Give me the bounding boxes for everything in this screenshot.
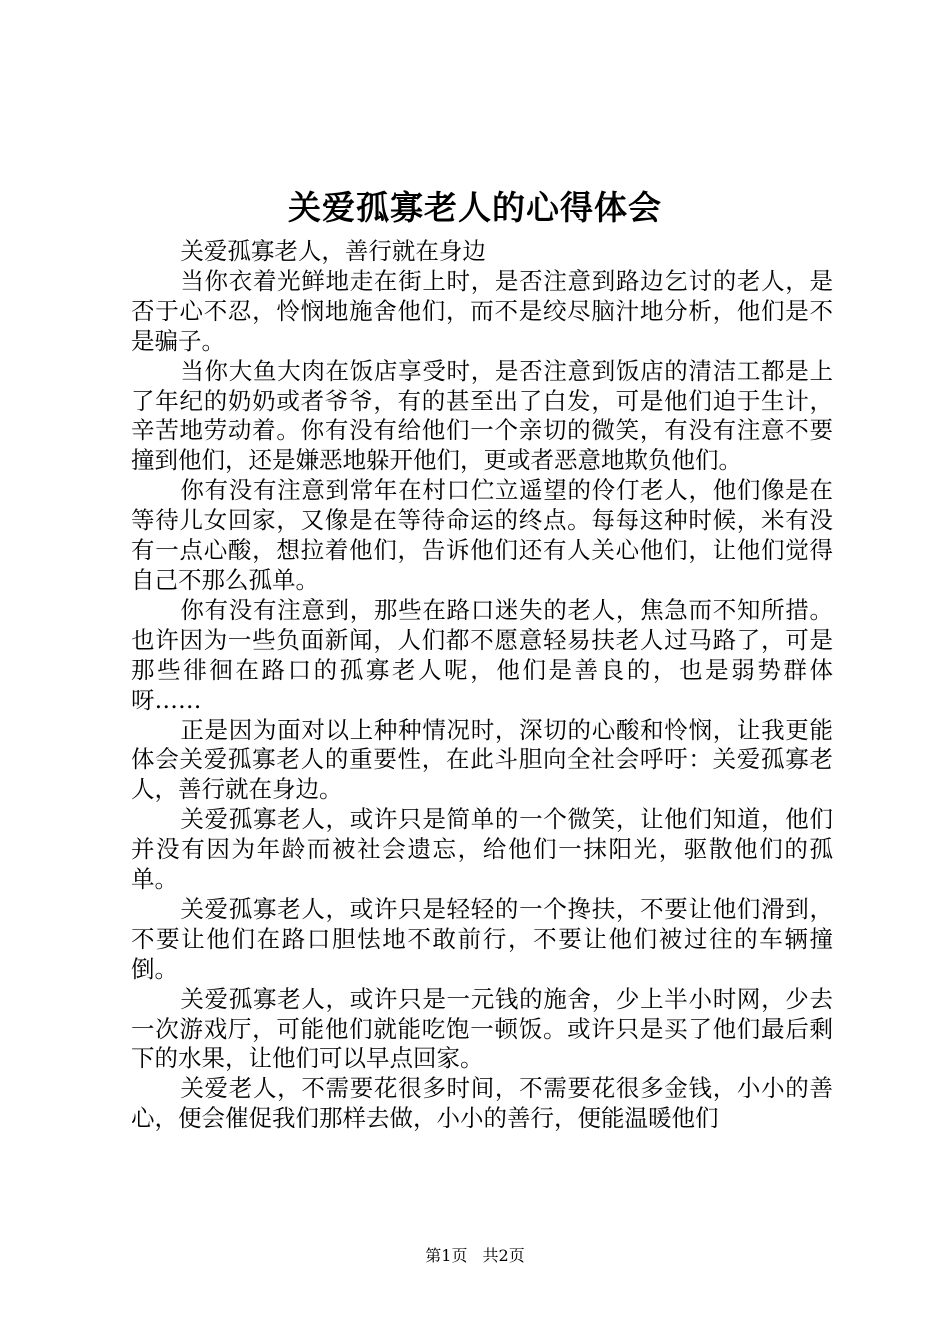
paragraph: 关爱孤寡老人，或许只是简单的一个微笑，让他们知道，他们并没有因为年龄而被社会遗忘，给他们一抹阳光，驱散他们的孤单。	[131, 805, 833, 894]
page-number-total: 共2页	[482, 1246, 525, 1265]
document-title: 关爱孤寡老人的心得体会	[288, 188, 662, 227]
paragraph: 关爱孤寡老人，善行就在身边	[180, 237, 486, 265]
paragraph: 关爱孤寡老人，或许只是轻轻的一个搀扶，不要让他们滑到，不要让他们在路口胆怯地不敢前行，不要让他们被过往的车辆撞倒。	[131, 894, 833, 983]
paragraph: 关爱老人，不需要花很多时间，不需要花很多金钱，小小的善心，便会催促我们那样去做，小小的善行，便能温暖他们	[131, 1074, 833, 1133]
paragraph: 你有没有注意到，那些在路口迷失的老人，焦急而不知所措。也许因为一些负面新闻，人们都不愿意轻易扶老人过马路了，可是那些徘徊在路口的孤寡老人呢，他们是善良的，也是弱势群体呀……	[131, 595, 833, 714]
paragraph: 正是因为面对以上种种情况时，深切的心酸和怜悯，让我更能体会关爱孤寡老人的重要性，在此斗胆向全社会呼吁：关爱孤寡老人，善行就在身边。	[131, 715, 833, 804]
paragraph: 关爱孤寡老人，或许只是一元钱的施舍，少上半小时网，少去一次游戏厅，可能他们就能吃饱一顿饭。或许只是买了他们最后剩下的水果，让他们可以早点回家。	[131, 984, 833, 1073]
paragraph: 你有没有注意到常年在村口伫立遥望的伶仃老人，他们像是在等待儿女回家，又像是在等待命运的终点。每每这种时候，米有没有一点心酸，想拉着他们，告诉他们还有人关心他们，让他们觉得自己不那么孤单。	[131, 476, 833, 594]
paragraph: 当你大鱼大肉在饭店享受时，是否注意到饭店的清洁工都是上了年纪的奶奶或者爷爷，有的甚至出了白发，可是他们迫于生计，辛苦地劳动着。你有没有给他们一个亲切的微笑，有没有注意不要撞到他们，还是嫌恶地躲开他们，更或者恶意地欺负他们。	[131, 356, 833, 475]
page-number-current: 第1页	[425, 1246, 468, 1265]
document-body	[131, 237, 833, 1134]
paragraph: 当你衣着光鲜地走在街上时，是否注意到路边乞讨的老人，是否于心不忍，怜悯地施舍他们，而不是绞尽脑汁地分析，他们是不是骗子。	[131, 266, 833, 355]
page-footer	[0, 1244, 950, 1268]
